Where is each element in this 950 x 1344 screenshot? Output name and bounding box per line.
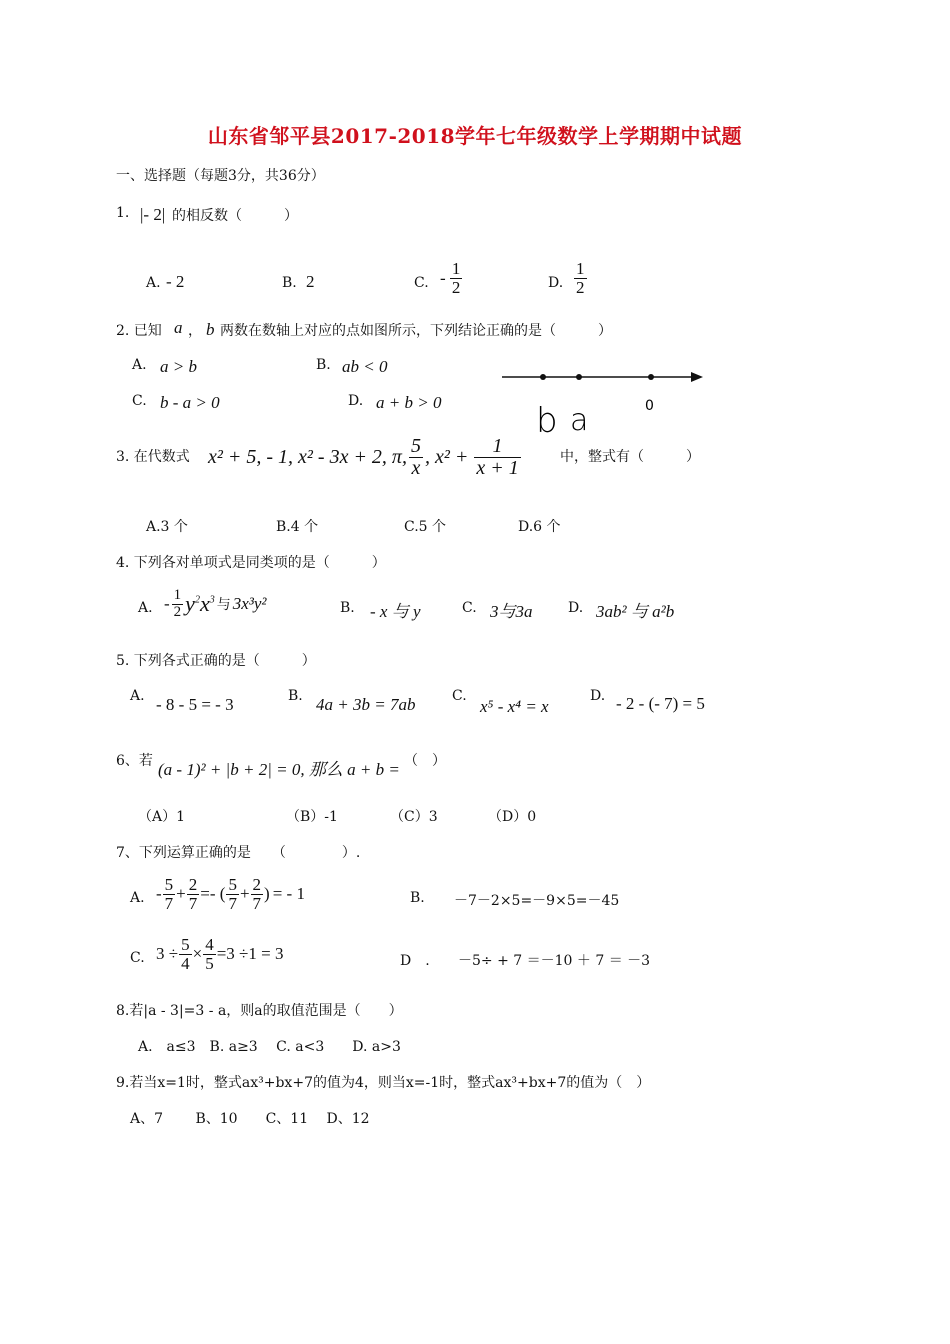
q2-stem-prefix: 2. 已知 [116,323,162,339]
number-line-figure [498,360,708,450]
q3-expr-main: x² + 5, - 1, x² - 3x + 2, π, [208,446,407,468]
q2-var-b: b [206,320,215,339]
q7-option-b-label: B. [410,890,425,906]
q7-a-frac-5-7b [226,876,239,913]
q1-option-c-value [440,260,462,297]
q3-option-c: C.5 个 [404,519,447,535]
q3-frac1-num: 5 [410,435,421,457]
q2-option-c-expr: b - a > 0 [160,393,220,412]
q7-c-times: × [192,944,203,964]
q6-option-d: （D）0 [488,809,537,825]
q4-a-and: 与 [216,597,231,614]
q7-a-den-7c: 7 [228,893,237,913]
q2-stem: 两数在数轴上对应的点如图所示，下列结论正确的是（ ） [220,323,612,339]
q4-option-a-label: A. [138,600,153,616]
q7-a-den-7: 7 [164,893,174,913]
q5-option-c-expr: x⁵ - x⁴ = x [480,697,549,716]
q3-option-a: A.3 个 [146,519,188,535]
q1-d-fraction [574,260,587,297]
q3-stem-prefix: 3. 在代数式 [116,449,190,465]
q7-option-b-expr: －7－2×5=－9×5=－45 [454,893,620,909]
q4-a-y-squared: $y^2$ [185,591,200,617]
q7-a-plus: + [176,884,186,904]
q7-c-num-4: 4 [205,935,214,954]
q3-option-b: B.4 个 [276,519,319,535]
q7-a-num-2: 2 [188,875,198,894]
q2-option-d-label: D. [348,393,364,409]
q5-option-b-label: B. [288,688,303,704]
q6-option-c: （C）3 [390,809,438,825]
q7-a-frac-2-7 [187,876,200,913]
q5-option-b-expr: 4a + 3b = 7ab [316,695,416,714]
q8-stem: 8.若|a - 3|=3 - a，则a的取值范围是（ ） [116,1003,403,1019]
q1-option-d-label: D. [548,275,564,291]
q7-option-a-expr [156,876,305,913]
q9-options: A、7 B、10 C、11 D、12 [130,1111,370,1127]
q7-option-a-label: A. [130,890,145,906]
q7-option-d-label: D . [400,953,430,969]
q6-stem-prefix: 6、若 [116,753,153,769]
q7-a-minus: - [156,884,162,904]
q4-option-c-label: C. [462,600,477,616]
q4-a-right: 3x³y² [232,594,267,614]
q5-option-d-expr: - 2 - (- 7) = 5 [616,694,705,713]
q1-c-denominator: 2 [451,277,461,297]
q7-a-frac-5-7 [163,876,176,913]
q4-stem: 4. 下列各对单项式是同类项的是（ ） [116,555,386,571]
section-heading: 一、选择题（每题3分，共36分） [116,168,325,184]
point-b [540,374,546,380]
label-b: b [536,401,558,441]
q3-fraction-1 [409,436,423,479]
number-line-arrow [691,372,703,382]
q4-option-b-expr: - x 与 y [370,602,421,621]
q7-a-plus2: + [239,884,250,904]
q5-option-a-expr: - 8 - 5 = - 3 [156,695,234,714]
q7-a-num-5b: 5 [228,875,237,894]
q2-separator: ， [188,323,202,339]
q2-option-a-label: A. [132,357,147,373]
q1-c-numerator: 1 [451,259,461,278]
q7-stem: 7、下列运算正确的是 （ ）. [116,845,361,861]
q4-a-numerator: 1 [173,587,182,603]
q1-option-d-value [574,260,587,297]
q8-options: A. a≤3 B. a≥3 C. a<3 D. a>3 [138,1039,401,1055]
q7-c-frac-4-5 [203,936,216,973]
q4-a-sign: - [164,594,170,614]
q1-stem: 的相反数（ ） [172,208,298,224]
q9-stem: 9.若当x=1时，整式ax³+bx+7的值为4，则当x=-1时，整式ax³+bx+7的值为（ ） [116,1075,651,1091]
q3-frac2-num: 1 [474,436,520,458]
q1-c-sign: - [440,268,446,288]
q3-expr-mid: , x² + [424,446,469,468]
q7-a-num-2b: 2 [252,875,262,894]
q1-option-a-label: A. [146,275,161,291]
q7-c-frac-5-4 [179,936,192,973]
q4-option-c-expr: 3与3a [490,602,533,621]
q2-option-a-expr: a > b [160,357,197,376]
q1-c-fraction [450,260,463,297]
label-a: a [570,403,589,438]
q1-d-numerator: 1 [576,259,585,278]
q1-option-b-label: B. [282,275,297,291]
q3-expression [208,436,521,479]
q5-option-d-label: D. [590,688,606,704]
q7-a-den-7d: 7 [252,893,262,913]
q4-a-fraction [172,588,184,621]
page-title: 山东省邹平县2017-2018学年七年级数学上学期期中试题 [207,124,743,148]
q7-option-d-expr: －5÷ + 7 ＝－10 ＋ 7 ＝ －3 [458,953,651,969]
q2-option-d-expr: a + b > 0 [376,393,442,412]
q7-a-den-7b: 7 [188,893,198,913]
q3-fraction-2 [474,436,520,479]
q4-option-d-label: D. [568,600,584,616]
q7-c-result: =3 ÷1 = 3 [216,944,284,964]
q2-option-b-label: B. [316,357,331,373]
q1-number: 1. [116,205,130,221]
q6-option-a: （A）1 [138,809,186,825]
q4-option-d-expr: 3ab² 与 a²b [596,602,675,621]
q7-a-num-5: 5 [164,875,174,894]
q4-option-a-expr [164,588,267,621]
q1-expression: |- 2| [140,205,166,224]
q7-c-den-5: 5 [205,953,214,973]
q3-stem: 中，整式有（ ） [560,449,700,465]
q3-frac2-den: x + 1 [476,457,519,479]
q4-a-x-cubed: $x^3$ [199,591,215,617]
q7-c-num-5: 5 [181,935,190,954]
q5-option-a-label: A. [130,688,145,704]
label-zero: 0 [645,398,654,414]
q5-option-c-label: C. [452,688,467,704]
q2-option-b-expr: ab < 0 [342,357,388,376]
q7-a-close: ) [264,884,270,904]
q1-d-denominator: 2 [576,277,585,297]
q6-stem: （ ） [404,753,446,769]
q3-option-d: D.6 个 [518,519,561,535]
q7-c-den-4: 4 [181,953,190,973]
q7-a-result: = - 1 [272,884,305,904]
q7-c-three-div: 3 ÷ [156,944,179,964]
q2-var-a: a [174,318,183,337]
q1-option-c-label: C. [414,275,429,291]
q7-a-frac-2-7b [251,876,264,913]
q6-option-b: （B）-1 [286,809,338,825]
q4-a-denominator: 2 [173,603,182,620]
q7-option-c-expr [156,936,283,973]
q4-option-b-label: B. [340,600,355,616]
q5-stem: 5. 下列各式正确的是（ ） [116,653,316,669]
q7-option-c-label: C. [130,950,145,966]
q2-option-c-label: C. [132,393,147,409]
q1-option-b-value: 2 [306,272,315,291]
q1-option-a-value: - 2 [166,272,185,291]
q6-expression: (a - 1)² + |b + 2| = 0, 那么 a + b = [158,760,400,779]
q3-frac1-den: x [411,457,421,479]
q7-a-eq-paren: =- ( [200,884,226,904]
point-zero [648,374,654,380]
point-a [576,374,582,380]
